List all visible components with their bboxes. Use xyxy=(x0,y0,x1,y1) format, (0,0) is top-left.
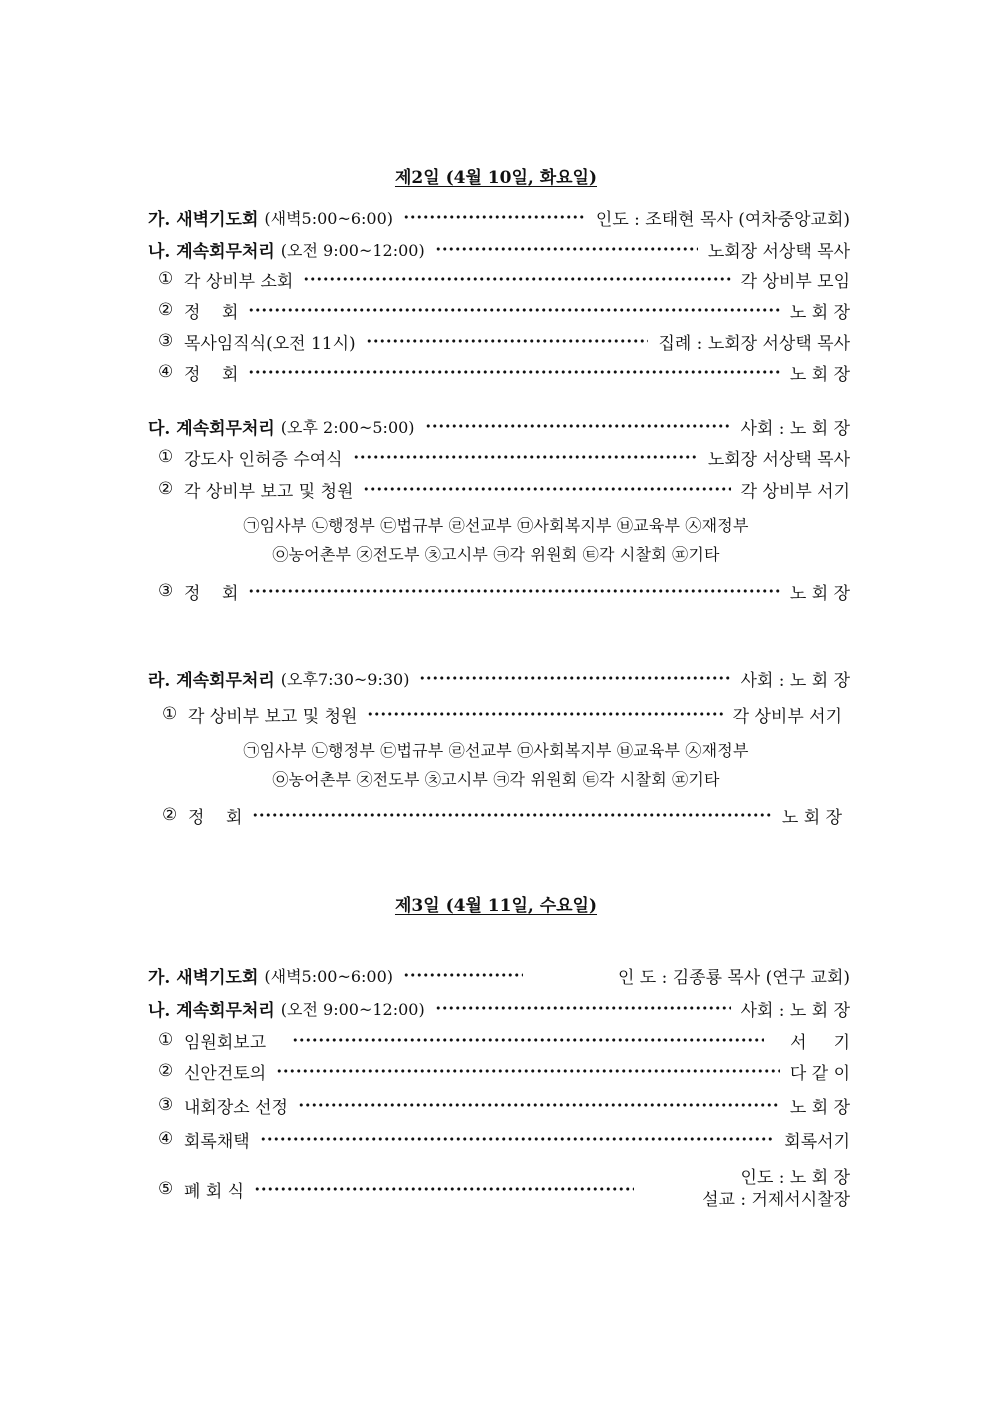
agenda-item xyxy=(162,701,842,727)
agenda-item xyxy=(158,578,850,604)
item-number: ③ xyxy=(158,331,174,351)
agenda-item xyxy=(158,266,850,292)
item-leader: 다 같 이 xyxy=(789,1063,850,1084)
day2-da-row xyxy=(148,413,850,439)
agenda-item xyxy=(158,1126,850,1152)
item-text: 폐 회 식 xyxy=(184,1181,245,1202)
agenda-item xyxy=(158,1165,850,1213)
item-number: ② xyxy=(162,805,178,825)
item-text: 내회장소 선정 xyxy=(184,1097,288,1118)
item-leader: 각 상비부 서기 xyxy=(740,481,850,502)
item-leader: 노회장 서상택 목사 xyxy=(707,449,850,470)
item-number: ① xyxy=(162,704,178,724)
session-time: (오후7:30~9:30) xyxy=(280,669,410,689)
leader-dots xyxy=(419,665,730,691)
leader-dots xyxy=(260,1126,775,1152)
day2-title: 제2일 (4월 10일, 화요일) xyxy=(394,168,598,188)
item-leader: 각 상비부 모임 xyxy=(740,271,850,292)
item-number: ① xyxy=(158,1030,174,1050)
item-leader: 노 회 장 xyxy=(781,807,842,828)
leader-dots xyxy=(254,1176,634,1202)
day3-na-row xyxy=(148,995,850,1021)
item-text: 강도사 인허증 수여식 xyxy=(184,449,343,470)
leader-dots xyxy=(403,962,523,988)
session-leader: 사회 : 노 회 장 xyxy=(740,1000,850,1021)
item-leader: 노 회 장 xyxy=(789,302,850,323)
session-leader: 노회장 서상택 목사 xyxy=(707,241,850,262)
leader-dots xyxy=(248,359,779,385)
agenda-item xyxy=(158,444,850,470)
item-number: ③ xyxy=(158,581,174,601)
leader-dots xyxy=(303,266,730,292)
agenda-item xyxy=(158,476,850,502)
item-leader xyxy=(654,1167,850,1211)
session-time: (오전 9:00~12:00) xyxy=(280,240,425,260)
item-number: ② xyxy=(158,479,174,499)
department-list: ㉧농어촌부 ㉨전도부 ㉩고시부 ㉪각 위원회 ㉫각 시찰회 ㉬기타 xyxy=(272,545,720,564)
agenda-item xyxy=(158,1092,850,1118)
item-text: 정 회 xyxy=(184,302,239,323)
item-number: ⑤ xyxy=(158,1179,174,1199)
leader-dots xyxy=(435,995,731,1021)
day3-ga-row xyxy=(148,962,850,988)
item-leader: 노 회 장 xyxy=(789,583,850,604)
session-time: (오후 2:00~5:00) xyxy=(280,417,415,437)
day3-title: 제3일 (4월 11일, 수요일) xyxy=(394,896,598,916)
day2-na-row xyxy=(148,236,850,262)
session-time: (새벽5:00~6:00) xyxy=(264,208,394,228)
leader-dots xyxy=(248,578,779,604)
leader-dots xyxy=(248,297,779,323)
session-leader: 사회 : 노 회 장 xyxy=(740,418,850,439)
leader-dots xyxy=(425,413,731,439)
department-list: ㉧농어촌부 ㉨전도부 ㉩고시부 ㉪각 위원회 ㉫각 시찰회 ㉬기타 xyxy=(272,770,720,789)
item-text: 임원회보고 xyxy=(184,1032,267,1053)
agenda-item xyxy=(158,359,850,385)
item-text: 신안건토의 xyxy=(184,1063,267,1084)
session-label: 나. 계속회무처리 xyxy=(148,241,275,262)
item-text: 목사임직식(오전 11시) xyxy=(184,333,356,354)
leader-dots xyxy=(276,1058,780,1084)
item-leader: 서 기 xyxy=(790,1032,850,1053)
item-text: 각 상비부 보고 및 청원 xyxy=(188,706,358,727)
item-text: 각 상비부 소회 xyxy=(184,271,294,292)
item-number: ② xyxy=(158,300,174,320)
item-text: 정 회 xyxy=(184,364,239,385)
session-leader: 사회 : 노 회 장 xyxy=(740,670,850,691)
item-number: ① xyxy=(158,447,174,467)
session-label: 가. 새벽기도회 xyxy=(148,967,259,988)
item-text: 정 회 xyxy=(188,807,243,828)
session-leader: 인 도 : 김종룡 목사 (연구 교회) xyxy=(617,967,850,988)
session-leader: 인도 : 조태현 목사 (여차중앙교회) xyxy=(595,209,850,230)
department-list: ㉠임사부 ㉡행정부 ㉢법규부 ㉣선교부 ㉤사회복지부 ㉥교육부 ㉦재정부 xyxy=(243,516,749,535)
item-text: 정 회 xyxy=(184,583,239,604)
item-number: ② xyxy=(158,1061,174,1081)
leader-dots xyxy=(298,1092,780,1118)
item-leader: 노 회 장 xyxy=(789,364,850,385)
item-number: ④ xyxy=(158,362,174,382)
leader-dots xyxy=(403,204,586,230)
agenda-item xyxy=(158,297,850,323)
item-leader: 집례 : 노회장 서상택 목사 xyxy=(658,333,850,354)
session-time: (오전 9:00~12:00) xyxy=(280,999,425,1019)
session-label: 라. 계속회무처리 xyxy=(148,670,275,691)
leader-dots xyxy=(292,1027,764,1053)
session-time: (새벽5:00~6:00) xyxy=(264,966,394,986)
day2-ga-row xyxy=(148,204,850,230)
leader-dots xyxy=(435,236,698,262)
session-label: 나. 계속회무처리 xyxy=(148,1000,275,1021)
leader-dots xyxy=(367,701,722,727)
leader-dots xyxy=(252,802,771,828)
item-leader: 회록서기 xyxy=(784,1131,850,1152)
item-leader: 노 회 장 xyxy=(789,1097,850,1118)
leader-dots xyxy=(353,444,698,470)
session-label: 다. 계속회무처리 xyxy=(148,418,275,439)
session-label: 가. 새벽기도회 xyxy=(148,209,259,230)
item-number: ④ xyxy=(158,1129,174,1149)
agenda-item xyxy=(158,1058,850,1084)
closing-leader: 인도 : 노 회 장 xyxy=(740,1168,850,1188)
item-number: ① xyxy=(158,269,174,289)
item-text: 회록채택 xyxy=(184,1131,250,1152)
agenda-item xyxy=(162,802,842,828)
leader-dots xyxy=(366,328,649,354)
closing-preacher: 설교 : 거제서시찰장 xyxy=(702,1190,850,1210)
agenda-item xyxy=(158,1027,850,1053)
item-text: 각 상비부 보고 및 청원 xyxy=(184,481,354,502)
agenda-item xyxy=(158,328,850,354)
leader-dots xyxy=(363,476,730,502)
day2-ra-row xyxy=(148,665,850,691)
department-list: ㉠임사부 ㉡행정부 ㉢법규부 ㉣선교부 ㉤사회복지부 ㉥교육부 ㉦재정부 xyxy=(243,741,749,760)
item-number: ③ xyxy=(158,1095,174,1115)
item-leader: 각 상비부 서기 xyxy=(732,706,842,727)
